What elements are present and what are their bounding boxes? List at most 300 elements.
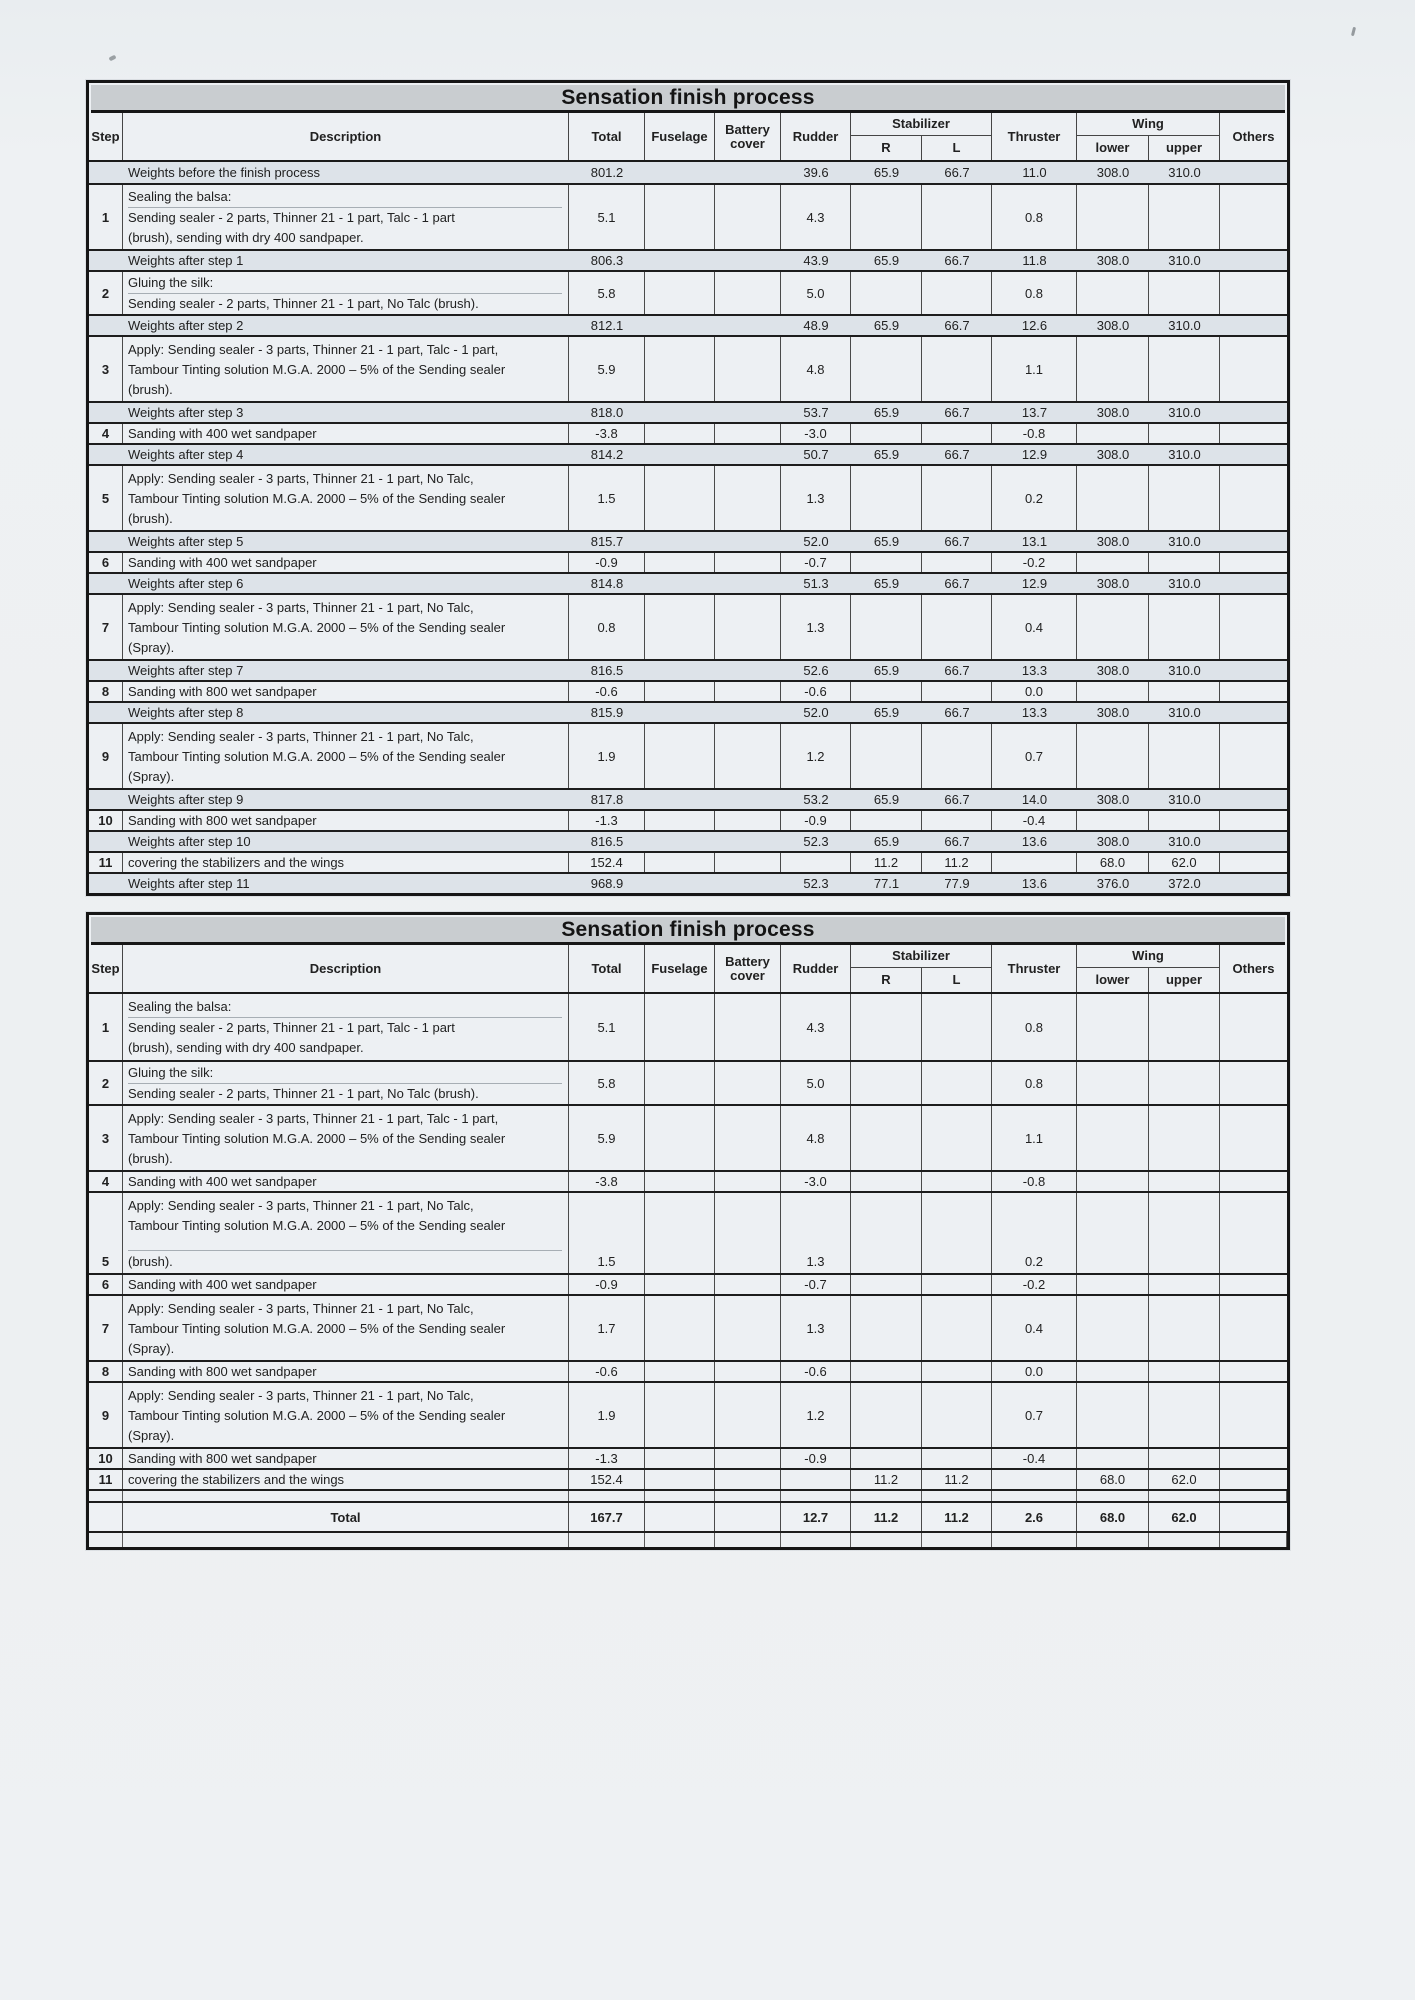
value-cell bbox=[1220, 445, 1287, 464]
value-cell: 310.0 bbox=[1168, 534, 1201, 549]
step-cell bbox=[89, 1503, 123, 1531]
value-cell: 13.1 bbox=[1021, 534, 1048, 549]
value-cell bbox=[645, 661, 715, 680]
description-line: Gluing the silk: bbox=[128, 273, 562, 294]
value-cell: 310.0 bbox=[1168, 405, 1201, 420]
col-stabilizer-l: L bbox=[922, 136, 992, 160]
value-cell: 52.3 bbox=[803, 876, 829, 891]
step-number: 2 bbox=[89, 272, 123, 314]
value-cell bbox=[645, 1449, 715, 1468]
value-cell: 43.9 bbox=[803, 253, 829, 268]
value-cell bbox=[781, 1470, 851, 1489]
value-cell bbox=[715, 874, 781, 893]
value-cell: 4.8 bbox=[781, 1106, 851, 1170]
value-cell bbox=[1220, 1193, 1287, 1273]
value-cell bbox=[922, 1449, 992, 1468]
value-cell: -0.8 bbox=[992, 1172, 1077, 1191]
value-cell bbox=[645, 1296, 715, 1360]
value-cell bbox=[645, 1275, 715, 1294]
description-cell bbox=[123, 595, 569, 659]
step-row bbox=[89, 335, 1287, 401]
value-cell: 1.5 bbox=[569, 1193, 645, 1273]
value-cell: -0.4 bbox=[992, 1449, 1077, 1468]
description-cell bbox=[123, 1491, 569, 1501]
description-cell bbox=[123, 1106, 569, 1170]
step-row bbox=[89, 422, 1287, 443]
description-line: (brush), sending with dry 400 sandpaper. bbox=[128, 1040, 364, 1055]
description-line: Apply: Sending sealer - 3 parts, Thinner 21 - 1 part, No Talc, bbox=[128, 1197, 474, 1213]
value-cell bbox=[645, 790, 715, 809]
value-cell: 0.4 bbox=[992, 595, 1077, 659]
value-cell: 310.0 bbox=[1168, 447, 1201, 462]
value-cell bbox=[1149, 595, 1220, 659]
value-cell: -0.9 bbox=[569, 1275, 645, 1294]
value-cell: 66.7 bbox=[944, 253, 970, 268]
value-cell: 13.3 bbox=[1021, 663, 1048, 678]
value-cell bbox=[1077, 466, 1149, 530]
value-cell bbox=[851, 185, 922, 249]
value-cell: 66.7 bbox=[944, 534, 970, 549]
col-total: Total bbox=[569, 945, 645, 992]
description-line: (Spray). bbox=[128, 1427, 175, 1443]
description-line: Sending sealer - 2 parts, Thinner 21 - 1 part, Talc - 1 part bbox=[128, 1020, 455, 1035]
value-cell: 801.2 bbox=[590, 165, 624, 180]
value-cell bbox=[1077, 1449, 1149, 1468]
value-cell: 51.3 bbox=[803, 576, 829, 591]
value-cell bbox=[1220, 724, 1287, 788]
value-cell: 1.2 bbox=[781, 1383, 851, 1447]
value-cell: 66.7 bbox=[944, 792, 970, 807]
value-cell: 65.9 bbox=[873, 663, 900, 678]
value-cell bbox=[851, 1383, 922, 1447]
step-row bbox=[89, 593, 1287, 659]
value-cell bbox=[851, 811, 922, 830]
weights-row bbox=[89, 872, 1287, 893]
value-cell: 62.0 bbox=[1149, 1470, 1220, 1489]
value-cell: 308.0 bbox=[1096, 534, 1130, 549]
value-cell bbox=[569, 1491, 645, 1501]
value-cell bbox=[1220, 1491, 1287, 1501]
value-cell: -0.8 bbox=[992, 424, 1077, 443]
value-cell: 52.0 bbox=[803, 705, 829, 720]
value-cell: 5.8 bbox=[569, 272, 645, 314]
weights-label: Weights after step 5 bbox=[128, 534, 244, 549]
value-cell bbox=[851, 1062, 922, 1104]
value-cell bbox=[851, 272, 922, 314]
step-row bbox=[89, 1191, 1287, 1273]
value-cell bbox=[715, 1449, 781, 1468]
value-cell bbox=[922, 1275, 992, 1294]
value-cell bbox=[645, 424, 715, 443]
value-cell: 968.9 bbox=[590, 876, 624, 891]
value-cell: 308.0 bbox=[1096, 253, 1130, 268]
value-cell: 52.6 bbox=[803, 663, 829, 678]
value-cell bbox=[992, 853, 1077, 872]
value-cell bbox=[715, 832, 781, 851]
value-cell bbox=[715, 553, 781, 572]
value-cell: 310.0 bbox=[1168, 576, 1201, 591]
value-cell: 152.4 bbox=[569, 853, 645, 872]
value-cell: 308.0 bbox=[1096, 705, 1130, 720]
weights-row bbox=[89, 659, 1287, 680]
step-cell bbox=[89, 1533, 123, 1547]
description-cell bbox=[123, 1193, 569, 1273]
value-cell: 62.0 bbox=[1149, 853, 1220, 872]
value-cell bbox=[645, 1503, 715, 1531]
value-cell bbox=[645, 994, 715, 1060]
value-cell: 62.0 bbox=[1149, 1503, 1220, 1531]
value-cell: 812.1 bbox=[590, 318, 624, 333]
value-cell: 2.6 bbox=[992, 1503, 1077, 1531]
value-cell bbox=[1077, 424, 1149, 443]
value-cell bbox=[1149, 1533, 1220, 1547]
description-cell bbox=[123, 682, 569, 701]
value-cell bbox=[645, 162, 715, 183]
col-stabilizer-r: R bbox=[851, 136, 922, 160]
value-cell: 308.0 bbox=[1096, 318, 1130, 333]
value-cell: 11.2 bbox=[851, 1470, 922, 1489]
value-cell: 11.2 bbox=[922, 853, 992, 872]
description-line: Sanding with 400 wet sandpaper bbox=[128, 426, 317, 441]
value-cell: 66.7 bbox=[944, 318, 970, 333]
value-cell: 5.9 bbox=[569, 337, 645, 401]
value-cell bbox=[715, 661, 781, 680]
value-cell bbox=[645, 337, 715, 401]
value-cell bbox=[715, 1296, 781, 1360]
step-number: 4 bbox=[89, 1172, 123, 1191]
description-line: Sanding with 800 wet sandpaper bbox=[128, 813, 317, 828]
value-cell bbox=[1149, 1193, 1220, 1273]
value-cell bbox=[715, 1470, 781, 1489]
value-cell: 65.9 bbox=[873, 705, 900, 720]
value-cell bbox=[922, 1193, 992, 1273]
value-cell bbox=[922, 682, 992, 701]
value-cell bbox=[1077, 595, 1149, 659]
value-cell: 308.0 bbox=[1096, 447, 1130, 462]
value-cell bbox=[1077, 682, 1149, 701]
value-cell: -1.3 bbox=[569, 811, 645, 830]
value-cell bbox=[851, 553, 922, 572]
value-cell bbox=[715, 682, 781, 701]
value-cell: -0.7 bbox=[781, 1275, 851, 1294]
weights-row bbox=[89, 701, 1287, 722]
value-cell bbox=[1149, 424, 1220, 443]
value-cell: -1.3 bbox=[569, 1449, 645, 1468]
description-cell bbox=[123, 185, 569, 249]
value-cell bbox=[851, 466, 922, 530]
value-cell: 308.0 bbox=[1096, 834, 1130, 849]
step-row bbox=[89, 1273, 1287, 1294]
finish-process-table-1 bbox=[86, 80, 1290, 896]
value-cell: 308.0 bbox=[1096, 405, 1130, 420]
description-line: Apply: Sending sealer - 3 parts, Thinner 21 - 1 part, No Talc, bbox=[128, 728, 474, 744]
value-cell bbox=[851, 724, 922, 788]
col-description: Description bbox=[123, 945, 569, 992]
value-cell bbox=[715, 445, 781, 464]
value-cell bbox=[715, 1106, 781, 1170]
value-cell: 13.6 bbox=[1021, 876, 1048, 891]
description-line: Apply: Sending sealer - 3 parts, Thinner 21 - 1 part, No Talc, bbox=[128, 1300, 474, 1316]
description-line: Sanding with 400 wet sandpaper bbox=[128, 1174, 317, 1189]
value-cell: 5.1 bbox=[569, 185, 645, 249]
weights-row bbox=[89, 830, 1287, 851]
step-row bbox=[89, 1360, 1287, 1381]
value-cell bbox=[715, 1062, 781, 1104]
value-cell: -0.4 bbox=[992, 811, 1077, 830]
value-cell bbox=[922, 1106, 992, 1170]
value-cell: 0.2 bbox=[992, 1193, 1077, 1273]
value-cell: 1.9 bbox=[569, 724, 645, 788]
value-cell: 12.9 bbox=[1021, 447, 1048, 462]
col-stabilizer-r: R bbox=[851, 968, 922, 992]
step-number: 3 bbox=[89, 1106, 123, 1170]
value-cell bbox=[1077, 1275, 1149, 1294]
col-wing-upper: upper bbox=[1149, 136, 1220, 160]
description-line: Sanding with 800 wet sandpaper bbox=[128, 1364, 317, 1379]
col-battery-cover: Battery cover bbox=[715, 945, 781, 992]
step-row bbox=[89, 1104, 1287, 1170]
value-cell: 11.2 bbox=[851, 1503, 922, 1531]
col-wing-lower: lower bbox=[1077, 968, 1149, 992]
value-cell: 52.0 bbox=[803, 534, 829, 549]
value-cell bbox=[851, 1275, 922, 1294]
value-cell: 66.7 bbox=[944, 705, 970, 720]
step-row bbox=[89, 270, 1287, 314]
weights-label: Weights after step 9 bbox=[128, 792, 244, 807]
value-cell: 0.8 bbox=[992, 272, 1077, 314]
step-row bbox=[89, 851, 1287, 872]
value-cell bbox=[992, 1491, 1077, 1501]
description-line: covering the stabilizers and the wings bbox=[128, 1472, 345, 1487]
value-cell: 815.7 bbox=[590, 534, 624, 549]
step-row bbox=[89, 183, 1287, 249]
description-line: (Spray). bbox=[128, 639, 175, 655]
weights-row bbox=[89, 314, 1287, 335]
value-cell bbox=[645, 316, 715, 335]
col-step: Step bbox=[89, 113, 123, 160]
spacer-row bbox=[89, 1531, 1287, 1547]
value-cell bbox=[1149, 337, 1220, 401]
description-line: (brush), sending with dry 400 sandpaper. bbox=[128, 230, 364, 245]
value-cell bbox=[1077, 1106, 1149, 1170]
value-cell bbox=[715, 595, 781, 659]
col-stabilizer-l: L bbox=[922, 968, 992, 992]
value-cell bbox=[1149, 811, 1220, 830]
value-cell: 11.2 bbox=[851, 853, 922, 872]
value-cell bbox=[851, 1296, 922, 1360]
value-cell bbox=[1149, 1362, 1220, 1381]
value-cell bbox=[715, 853, 781, 872]
value-cell bbox=[645, 853, 715, 872]
description-cell bbox=[123, 424, 569, 443]
weights-label: Weights after step 7 bbox=[128, 663, 244, 678]
value-cell: -3.0 bbox=[781, 424, 851, 443]
value-cell: 66.7 bbox=[944, 576, 970, 591]
value-cell bbox=[1077, 1533, 1149, 1547]
description-cell bbox=[123, 466, 569, 530]
value-cell: 0.2 bbox=[992, 466, 1077, 530]
description-line: Tambour Tinting solution M.G.A. 2000 – 5% of the Sending sealer bbox=[128, 1320, 506, 1336]
value-cell bbox=[851, 994, 922, 1060]
scan-artifact bbox=[1351, 27, 1356, 36]
total-row bbox=[89, 1501, 1287, 1531]
value-cell: 77.1 bbox=[873, 876, 900, 891]
col-wing-upper: upper bbox=[1149, 968, 1220, 992]
value-cell: 50.7 bbox=[803, 447, 829, 462]
description-line: (Spray). bbox=[128, 1340, 175, 1356]
description-line: (brush). bbox=[128, 381, 173, 397]
value-cell bbox=[645, 874, 715, 893]
description-line: (brush). bbox=[128, 1150, 173, 1166]
description-line: Tambour Tinting solution M.G.A. 2000 – 5% of the Sending sealer bbox=[128, 619, 506, 635]
step-number: 9 bbox=[89, 724, 123, 788]
value-cell: 11.2 bbox=[922, 1470, 992, 1489]
step-number: 5 bbox=[89, 1193, 123, 1273]
step-number: 2 bbox=[89, 1062, 123, 1104]
value-cell bbox=[645, 445, 715, 464]
value-cell bbox=[645, 811, 715, 830]
value-cell bbox=[781, 853, 851, 872]
col-stabilizer: Stabilizer bbox=[851, 945, 992, 968]
value-cell bbox=[851, 595, 922, 659]
value-cell bbox=[1149, 994, 1220, 1060]
description-line: Tambour Tinting solution M.G.A. 2000 – 5% of the Sending sealer bbox=[128, 748, 506, 764]
value-cell: 68.0 bbox=[1077, 1503, 1149, 1531]
value-cell bbox=[1220, 553, 1287, 572]
value-cell: 65.9 bbox=[873, 405, 900, 420]
description-cell bbox=[123, 1275, 569, 1294]
col-fuselage: Fuselage bbox=[645, 945, 715, 992]
value-cell bbox=[1220, 595, 1287, 659]
value-cell bbox=[645, 185, 715, 249]
value-cell: 308.0 bbox=[1096, 165, 1130, 180]
value-cell bbox=[645, 682, 715, 701]
value-cell: 817.8 bbox=[590, 792, 624, 807]
step-row bbox=[89, 551, 1287, 572]
value-cell: -0.6 bbox=[781, 682, 851, 701]
value-cell: 5.0 bbox=[781, 272, 851, 314]
value-cell: 13.3 bbox=[1021, 705, 1048, 720]
weights-row bbox=[89, 249, 1287, 270]
value-cell: 11.2 bbox=[922, 1503, 992, 1531]
weights-row bbox=[89, 443, 1287, 464]
description-line: Apply: Sending sealer - 3 parts, Thinner 21 - 1 part, No Talc, bbox=[128, 1387, 474, 1403]
value-cell: 0.8 bbox=[992, 185, 1077, 249]
value-cell bbox=[1149, 466, 1220, 530]
description-cell bbox=[123, 553, 569, 572]
step-number: 11 bbox=[89, 1470, 123, 1489]
value-cell bbox=[851, 424, 922, 443]
weights-label: Weights after step 6 bbox=[128, 576, 244, 591]
step-row bbox=[89, 1294, 1287, 1360]
value-cell: 310.0 bbox=[1168, 318, 1201, 333]
total-label: Total bbox=[123, 1503, 569, 1531]
value-cell bbox=[645, 1383, 715, 1447]
value-cell bbox=[922, 994, 992, 1060]
step-number: 5 bbox=[89, 466, 123, 530]
value-cell bbox=[781, 1533, 851, 1547]
value-cell bbox=[1220, 1449, 1287, 1468]
value-cell bbox=[1220, 532, 1287, 551]
description-cell bbox=[123, 337, 569, 401]
value-cell: -3.8 bbox=[569, 424, 645, 443]
value-cell bbox=[1220, 185, 1287, 249]
value-cell: 65.9 bbox=[873, 576, 900, 591]
value-cell bbox=[851, 1491, 922, 1501]
description-cell bbox=[123, 724, 569, 788]
col-others: Others bbox=[1232, 960, 1275, 976]
value-cell bbox=[1220, 661, 1287, 680]
description-line: Apply: Sending sealer - 3 parts, Thinner 21 - 1 part, No Talc, bbox=[128, 599, 474, 615]
value-cell bbox=[851, 682, 922, 701]
value-cell: 0.8 bbox=[992, 1062, 1077, 1104]
value-cell: 65.9 bbox=[873, 447, 900, 462]
value-cell bbox=[715, 574, 781, 593]
value-cell: 0.7 bbox=[992, 724, 1077, 788]
value-cell: 13.6 bbox=[1021, 834, 1048, 849]
value-cell bbox=[1149, 1172, 1220, 1191]
value-cell bbox=[1149, 1383, 1220, 1447]
col-total: Total bbox=[569, 113, 645, 160]
value-cell bbox=[715, 185, 781, 249]
value-cell bbox=[1077, 185, 1149, 249]
value-cell bbox=[715, 724, 781, 788]
value-cell bbox=[922, 1296, 992, 1360]
value-cell bbox=[1220, 703, 1287, 722]
col-fuselage: Fuselage bbox=[645, 113, 715, 160]
table-header bbox=[89, 113, 1287, 162]
step-row bbox=[89, 1170, 1287, 1191]
value-cell bbox=[645, 1106, 715, 1170]
value-cell: -0.2 bbox=[992, 553, 1077, 572]
table-title: Sensation finish process bbox=[91, 85, 1285, 113]
value-cell bbox=[922, 1362, 992, 1381]
value-cell bbox=[922, 811, 992, 830]
value-cell bbox=[715, 337, 781, 401]
value-cell: 65.9 bbox=[873, 318, 900, 333]
description-cell bbox=[123, 811, 569, 830]
value-cell: 65.9 bbox=[873, 534, 900, 549]
value-cell bbox=[922, 1172, 992, 1191]
value-cell bbox=[992, 1533, 1077, 1547]
value-cell bbox=[1149, 1296, 1220, 1360]
value-cell bbox=[1220, 251, 1287, 270]
value-cell bbox=[1077, 1062, 1149, 1104]
value-cell: 39.6 bbox=[803, 165, 829, 180]
description-line: Sanding with 800 wet sandpaper bbox=[128, 684, 317, 699]
value-cell bbox=[645, 1533, 715, 1547]
value-cell bbox=[569, 1533, 645, 1547]
value-cell bbox=[645, 1362, 715, 1381]
spacer-row bbox=[89, 1489, 1287, 1501]
value-cell bbox=[645, 1062, 715, 1104]
value-cell bbox=[851, 1193, 922, 1273]
value-cell bbox=[1220, 1296, 1287, 1360]
value-cell bbox=[1220, 162, 1287, 183]
value-cell: 11.8 bbox=[1022, 253, 1047, 268]
value-cell: 310.0 bbox=[1168, 705, 1201, 720]
col-stabilizer: Stabilizer bbox=[851, 113, 992, 136]
value-cell bbox=[1220, 853, 1287, 872]
value-cell: 4.8 bbox=[781, 337, 851, 401]
step-row bbox=[89, 994, 1287, 1060]
description-cell bbox=[123, 1449, 569, 1468]
step-row bbox=[89, 1381, 1287, 1447]
value-cell bbox=[922, 337, 992, 401]
description-line: covering the stabilizers and the wings bbox=[128, 855, 345, 870]
value-cell bbox=[715, 790, 781, 809]
value-cell bbox=[715, 1193, 781, 1273]
